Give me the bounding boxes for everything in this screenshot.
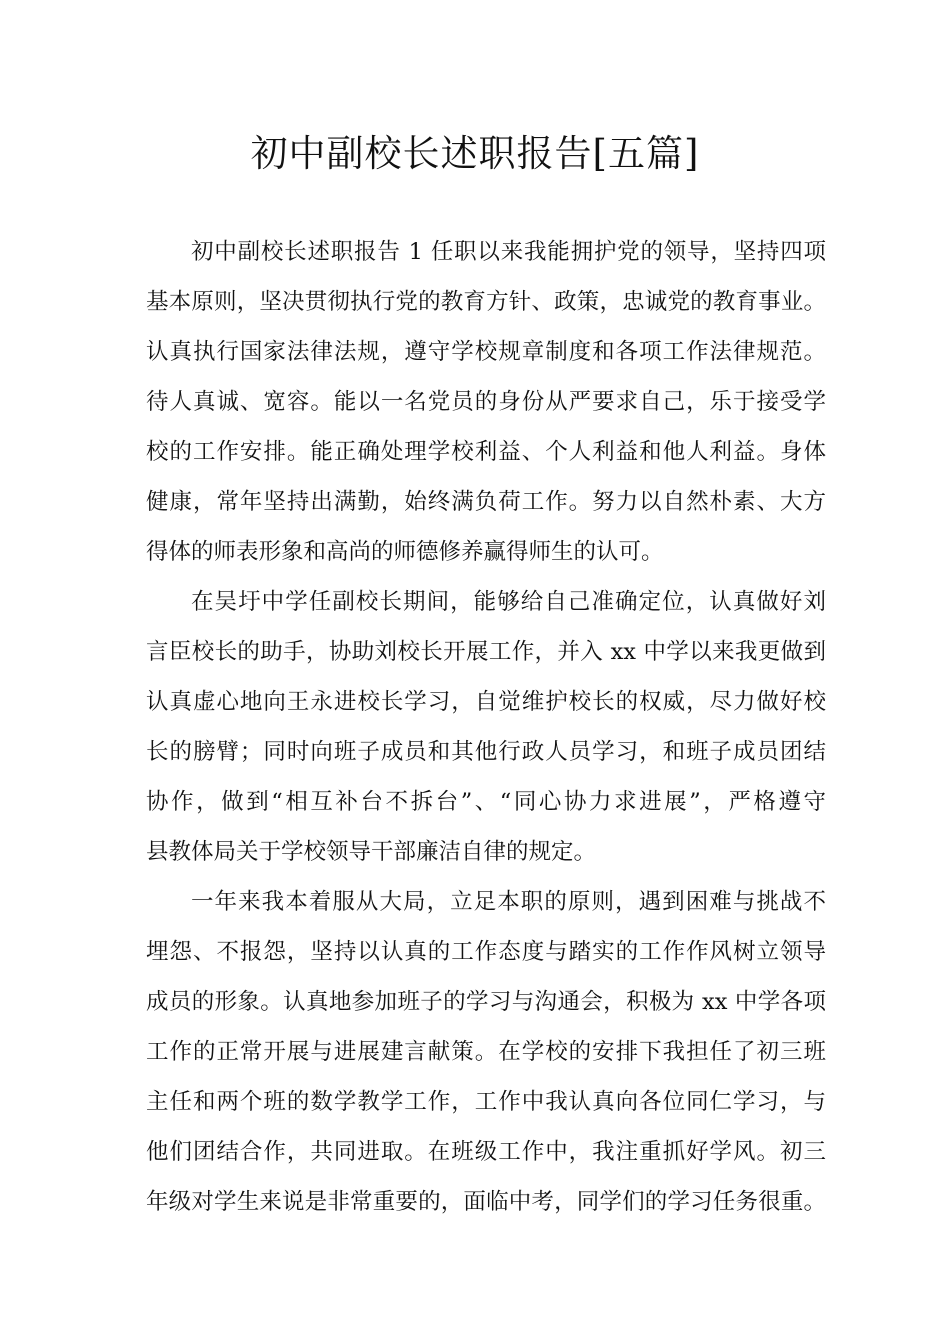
paragraph-3: [146, 877, 826, 1227]
text-line: 他们团结合作，共同进取。在班级工作中，我注重抓好学风。初三: [146, 1139, 826, 1165]
text-line: 初中副校长述职报告 1 任职以来我能拥护党的领导，坚持四项: [191, 239, 826, 265]
paragraph-2: [146, 577, 826, 877]
text-line: 长的膀臂；同时向班子成员和其他行政人员学习，和班子成员团结: [146, 739, 826, 765]
text-line: 得体的师表形象和高尚的师德修养赢得师生的认可。: [146, 539, 664, 565]
paragraph-1: [146, 227, 826, 577]
text-line: 认真执行国家法律法规，遵守学校规章制度和各项工作法律规范。: [146, 339, 826, 365]
text-line: 校的工作安排。能正确处理学校利益、个人利益和他人利益。身体: [146, 439, 826, 465]
text-line: 健康，常年坚持出满勤，始终满负荷工作。努力以自然朴素、大方: [146, 489, 826, 515]
text-line: 认真虚心地向王永进校长学习，自觉维护校长的权威，尽力做好校: [146, 689, 826, 715]
text-line: 协作，做到“相互补台不拆台”、“同心协力求进展”，严格遵守: [146, 789, 826, 815]
text-line: 言臣校长的助手，协助刘校长开展工作，并入 xx 中学以来我更做到: [146, 639, 826, 665]
text-line: 主任和两个班的数学教学工作，工作中我认真向各位同仁学习，与: [146, 1089, 826, 1115]
text-line: 在吴圩中学任副校长期间，能够给自己准确定位，认真做好刘: [191, 589, 826, 615]
text-line: 待人真诚、宽容。能以一名党员的身份从严要求自己，乐于接受学: [146, 389, 826, 415]
text-line: 县教体局关于学校领导干部廉洁自律的规定。: [146, 839, 597, 865]
text-line: 年级对学生来说是非常重要的，面临中考，同学们的学习任务很重。: [146, 1189, 826, 1215]
text-line: 埋怨、不报怨，坚持以认真的工作态度与踏实的工作作风树立领导: [146, 939, 826, 965]
document-body: [146, 227, 826, 1227]
text-line: 工作的正常开展与进展建言献策。在学校的安排下我担任了初三班: [146, 1039, 826, 1065]
document-title: 初中副校长述职报告[五篇]: [250, 132, 700, 175]
text-line: 成员的形象。认真地参加班子的学习与沟通会，积极为 xx 中学各项: [146, 989, 826, 1015]
text-line: 基本原则，坚决贯彻执行党的教育方针、政策，忠诚党的教育事业。: [146, 289, 826, 315]
text-line: 一年来我本着服从大局，立足本职的原则，遇到困难与挑战不: [191, 889, 826, 915]
